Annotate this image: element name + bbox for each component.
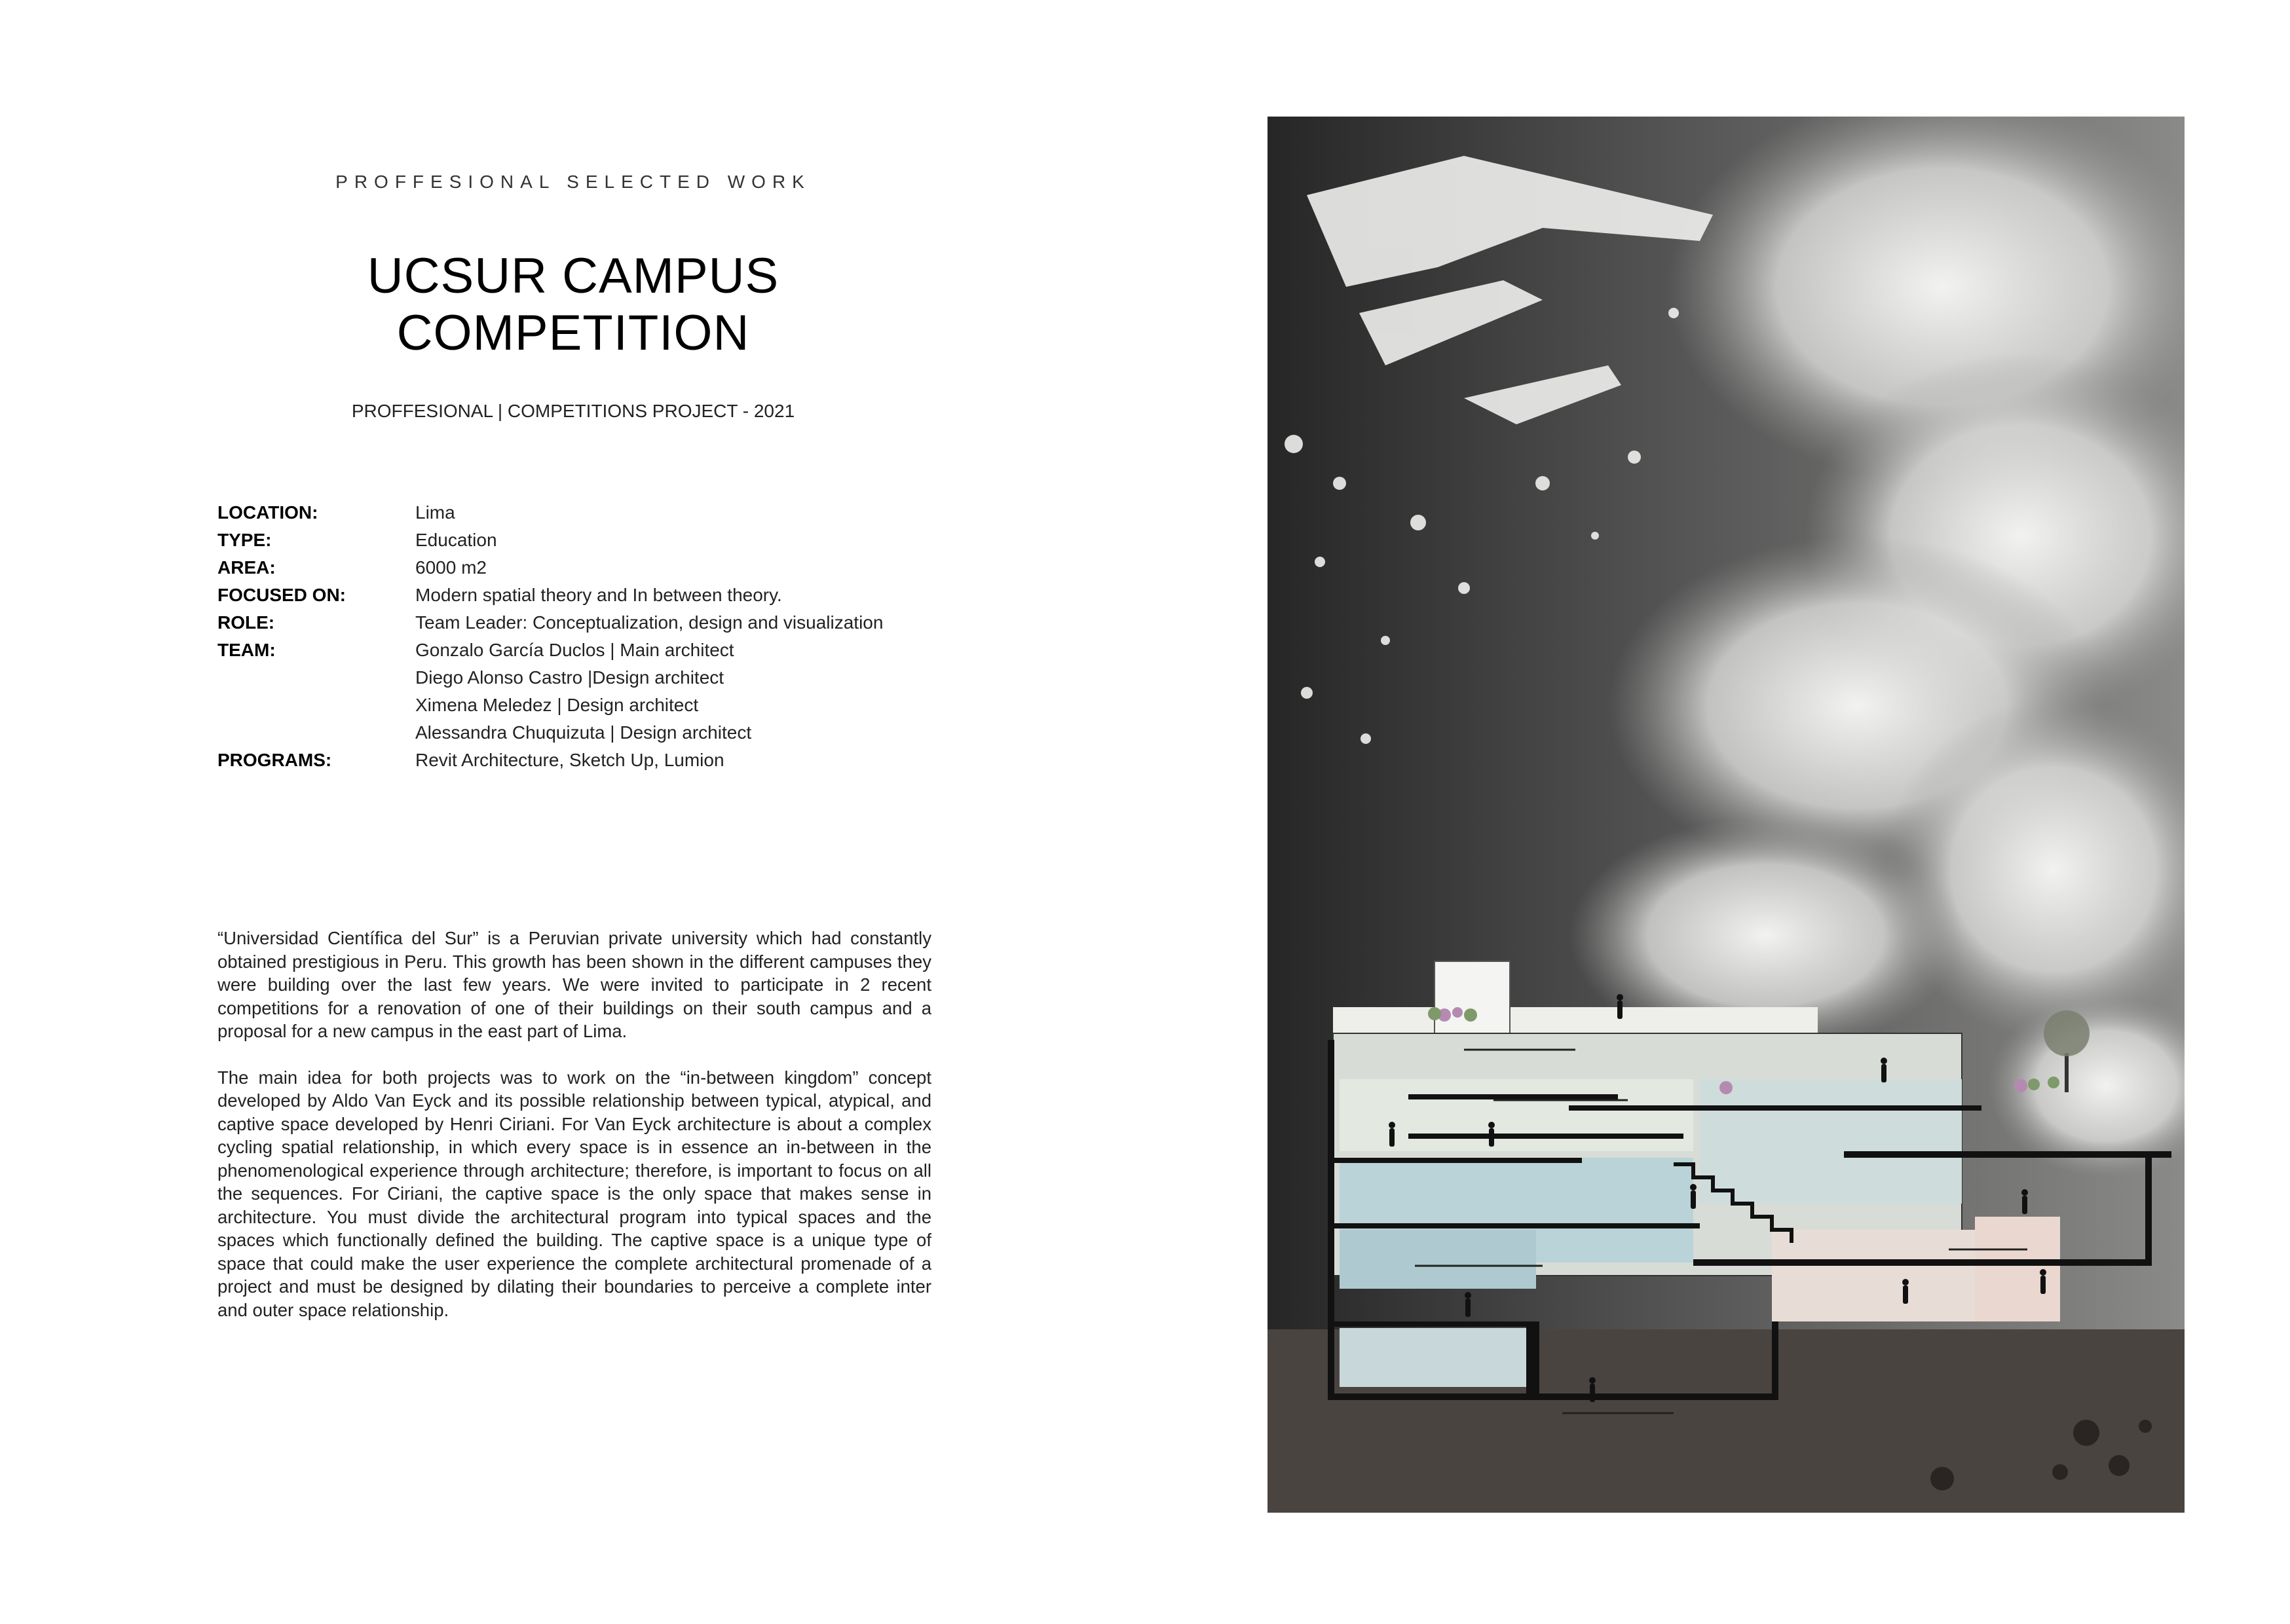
project-description [217,927,931,1344]
fact-label: ROLE: [217,612,275,633]
fact-team [217,637,938,664]
fact-team-cont [217,664,938,692]
fact-area [217,554,938,581]
description-paragraph: “Universidad Científica del Sur” is a Peruvian private university which had constantly obtained prestigious in Peru. This growth has been shown in the different campuses they were building over the last few years. We were invited to participate in 2 recent competitions for a renovation of one of their buildings on their south campus and a proposal for a new campus in the east part of Lima. [217,928,931,1041]
team-member: Alessandra Chuquizuta | Design architect [415,722,752,743]
project-subtitle: PROFFESIONAL | COMPETITIONS PROJECT - 2021 [351,401,795,421]
building-section-drawing [1267,117,2185,1513]
fact-location [217,499,938,526]
fact-label: FOCUSED ON: [217,585,346,605]
team-member: Ximena Meledez | Design architect [415,695,699,715]
fact-value: Team Leader: Conceptualization, design and visualization [415,612,884,633]
fact-label: LOCATION: [217,502,318,523]
fact-value: Education [415,530,497,550]
team-member: Gonzalo García Duclos | Main architect [415,640,734,660]
fact-role [217,609,938,637]
fact-value: Modern spatial theory and In between theory. [415,585,782,605]
fact-value: Revit Architecture, Sketch Up, Lumion [415,750,724,770]
fact-team-cont [217,719,938,747]
section-eyebrow: PROFFESIONAL SELECTED WORK [335,172,811,192]
fact-label: TYPE: [217,530,272,550]
fact-value: Lima [415,502,455,523]
fact-value: 6000 m2 [415,557,487,578]
team-member: Diego Alonso Castro |Design architect [415,667,724,688]
fact-programs [217,747,938,774]
fact-focus [217,581,938,609]
section-illustration [1267,117,2185,1513]
project-facts [217,499,938,774]
fact-team-cont [217,692,938,719]
description-paragraph: The main idea for both projects was to work on the “in-between kingdom” concept developed by Aldo Van Eyck and its possible relationship between typical, atypical, and captive space developed by Henri Ciriani. For Van Eyck architecture is about a complex cycling spatial relationship, in which every space is in essence an in-between in the phenomenological experience through architecture; therefore, is important to focus on all the sequences. For Ciriani, the captive space is the only space that makes sense in architecture. You must divide the architectural program into typical spaces and the spaces which functionally defined the building. The captive space is a unique type of space that could make the user experience the complete architectural promenade of a project and must be designed by dilating their boundaries to perceive a complete inter and outer space relationship. [217,1067,931,1320]
fact-label: PROGRAMS: [217,750,332,770]
fact-label: AREA: [217,557,276,578]
fact-type [217,526,938,554]
fact-label: TEAM: [217,640,276,660]
page-title: UCSUR CAMPUS COMPETITION [367,248,779,361]
